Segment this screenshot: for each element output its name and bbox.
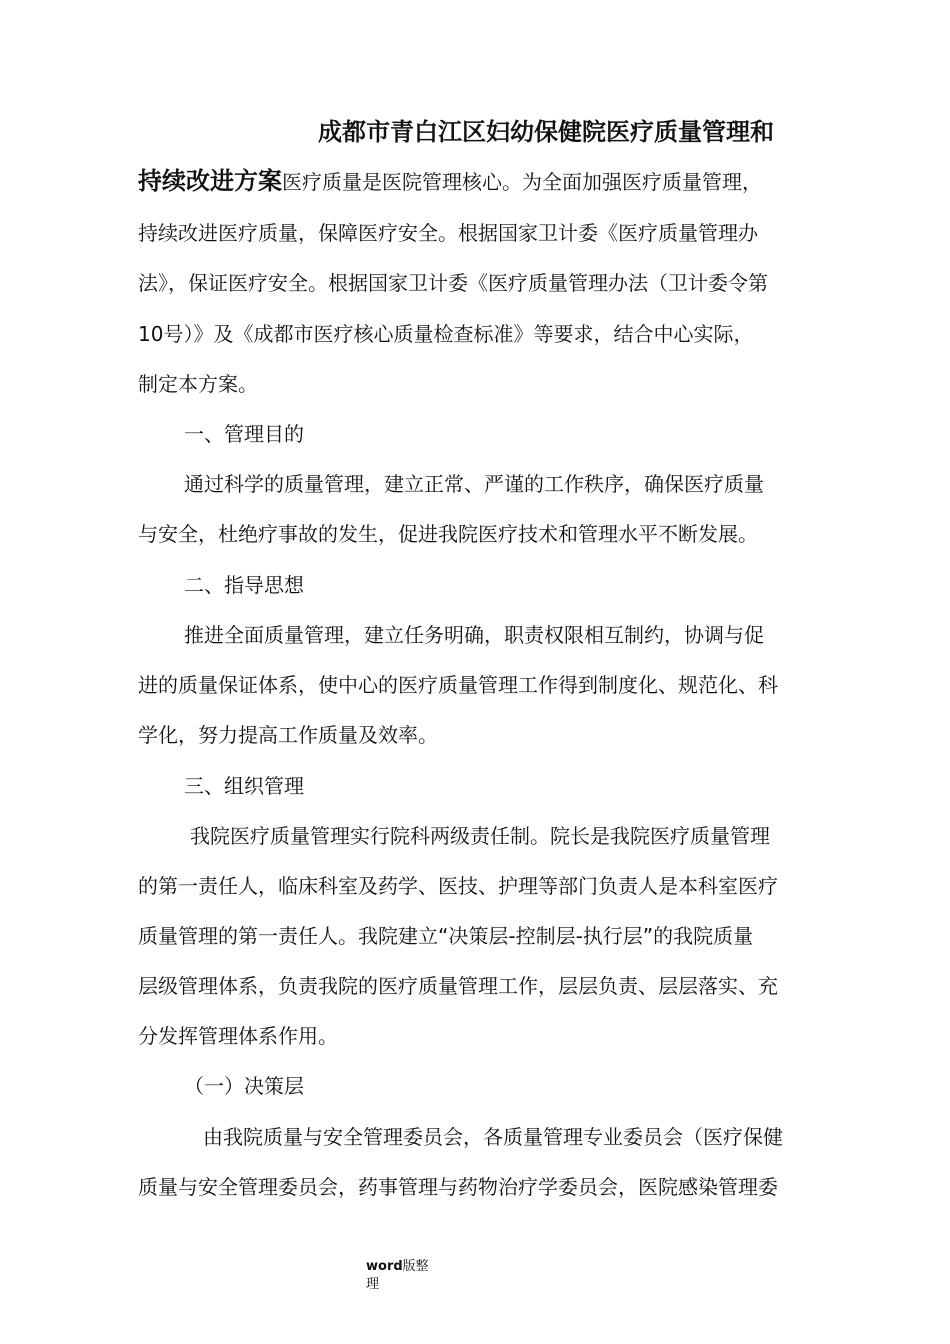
body-line: 质量管理的第一责任人。我院建立“决策层-控制层-执行层”的我院质量 (138, 924, 754, 948)
body-line: 医疗质量是医院管理核心。为全面加强医疗质量管理， (282, 170, 762, 194)
body-line: 层级管理体系，负责我院的医疗质量管理工作，层层负责、层层落实、充 (138, 974, 778, 998)
body-line: 分发挥管理体系作用。 (138, 1024, 338, 1048)
body-line: 制定本方案。 (138, 372, 258, 396)
footer-rest1: 版整 (402, 1259, 429, 1274)
section-heading: 二、指导思想 (184, 573, 304, 597)
body-line: 与安全，杜绝疗事故的发生，促进我院医疗技术和管理水平不断发展。 (138, 522, 758, 546)
body-line: 由我院质量与安全管理委员会，各质量管理专业委员会（医疗保健 (203, 1125, 783, 1149)
body-line: 持续改进医疗质量，保障医疗安全。根据国家卫计委《医疗质量管理办 (138, 221, 758, 245)
body-line: 我院医疗质量管理实行院科两级责任制。院长是我院医疗质量管理 (190, 824, 770, 848)
footer-word: word (366, 1259, 403, 1274)
body-line: 通过科学的质量管理，建立正常、严谨的工作秩序，确保医疗质量 (184, 472, 764, 496)
body-line: 的第一责任人，临床科室及药学、医技、护理等部门负责人是本科室医疗 (138, 874, 778, 898)
section-heading: 三、组织管理 (184, 774, 304, 798)
body-line: 质量与安全管理委员会，药事管理与药物治疗学委员会，医院感染管理委 (138, 1175, 778, 1199)
document-title-line1: 成都市青白江区妇幼保健院医疗质量管理和 (318, 118, 774, 146)
body-line: 10号）》及《成都市医疗核心质量检查标准》等要求，结合中心实际， (138, 322, 754, 346)
document-title-line2: 持续改进方案 (138, 167, 282, 195)
body-line: 法》，保证医疗安全。根据国家卫计委《医疗质量管理办法（卫计委令第 (138, 271, 768, 295)
section-heading: 一、管理目的 (184, 422, 304, 446)
subsection-heading: （一）决策层 (184, 1074, 304, 1098)
body-line: 学化，努力提高工作质量及效率。 (138, 723, 438, 747)
body-line: 进的质量保证体系，使中心的医疗质量管理工作得到制度化、规范化、科 (138, 673, 778, 697)
title-and-intro-line (138, 168, 762, 195)
body-line: 推进全面质量管理，建立任务明确，职责权限相互制约，协调与促 (184, 623, 764, 647)
footer-text (366, 1255, 429, 1274)
footer-rest2: 理 (366, 1277, 380, 1292)
